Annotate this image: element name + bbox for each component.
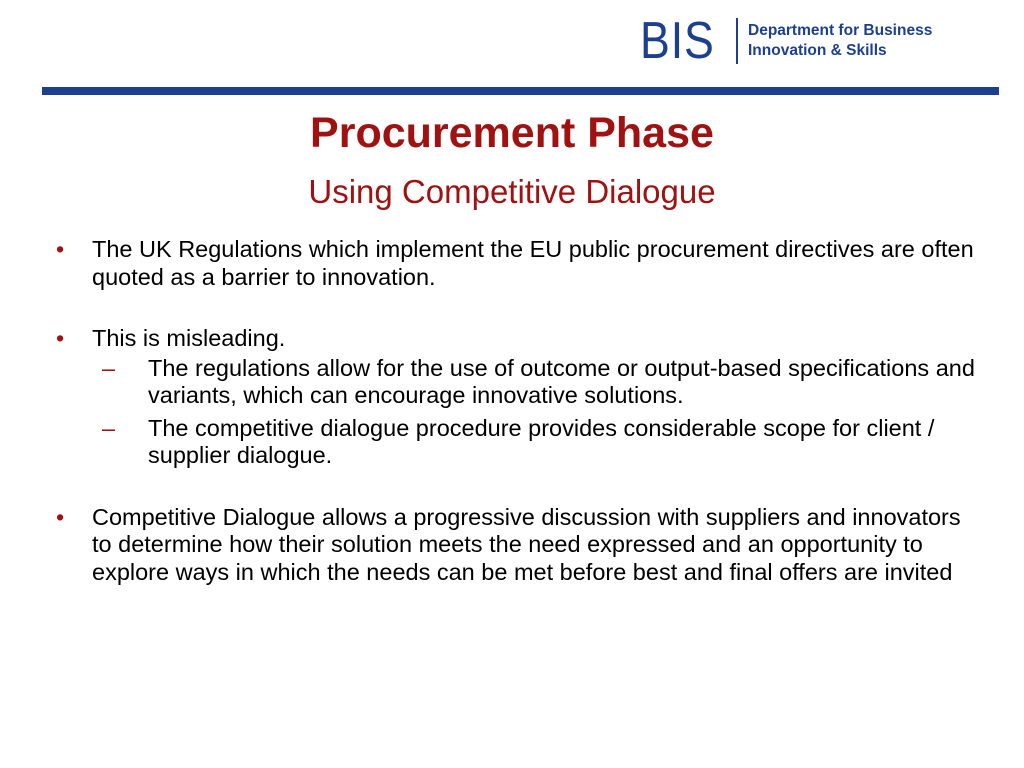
bullet-marker: • <box>56 236 65 262</box>
slide-title: Procurement Phase <box>310 109 714 157</box>
bullet-marker: • <box>56 325 65 351</box>
logo-line-2: Innovation & Skills <box>748 42 887 59</box>
bullet-marker: • <box>56 503 65 530</box>
logo-text <box>748 21 932 61</box>
sub-bullet-text: The regulations allow for the use of outcome or output-based specifications and variants, which can encourage innovative solutions. <box>148 354 975 408</box>
logo-mark: BIS <box>640 12 715 70</box>
logo-line-1: Department for Business <box>748 22 933 39</box>
sub-bullet-list <box>92 355 976 470</box>
bullet-text: This is misleading. <box>92 325 286 351</box>
bullet-item <box>56 504 976 587</box>
slide-subtitle: Using Competitive Dialogue <box>308 173 716 210</box>
sub-bullet-marker: – <box>102 354 116 381</box>
sub-bullet-item <box>102 355 976 410</box>
bis-logo <box>640 14 932 68</box>
header-rule <box>42 87 999 95</box>
bullet-item <box>56 236 976 291</box>
bullet-text: The UK Regulations which implement the EU public procurement directives are often quoted as a barrier to innovation. <box>92 236 974 290</box>
slide-body <box>56 236 976 586</box>
sub-bullet-marker: – <box>102 414 116 441</box>
sub-bullet-item <box>102 415 976 470</box>
bullet-text: Competitive Dialogue allows a progressive discussion with suppliers and innovators to determine how their solution meets the need expressed and an opportunity to explore ways in which the needs can be met before best and final offers are invited <box>92 503 961 585</box>
bullet-item <box>56 325 976 470</box>
sub-bullet-text: The competitive dialogue procedure provides considerable scope for client / supplier dialogue. <box>148 414 935 468</box>
logo-divider <box>736 18 738 64</box>
